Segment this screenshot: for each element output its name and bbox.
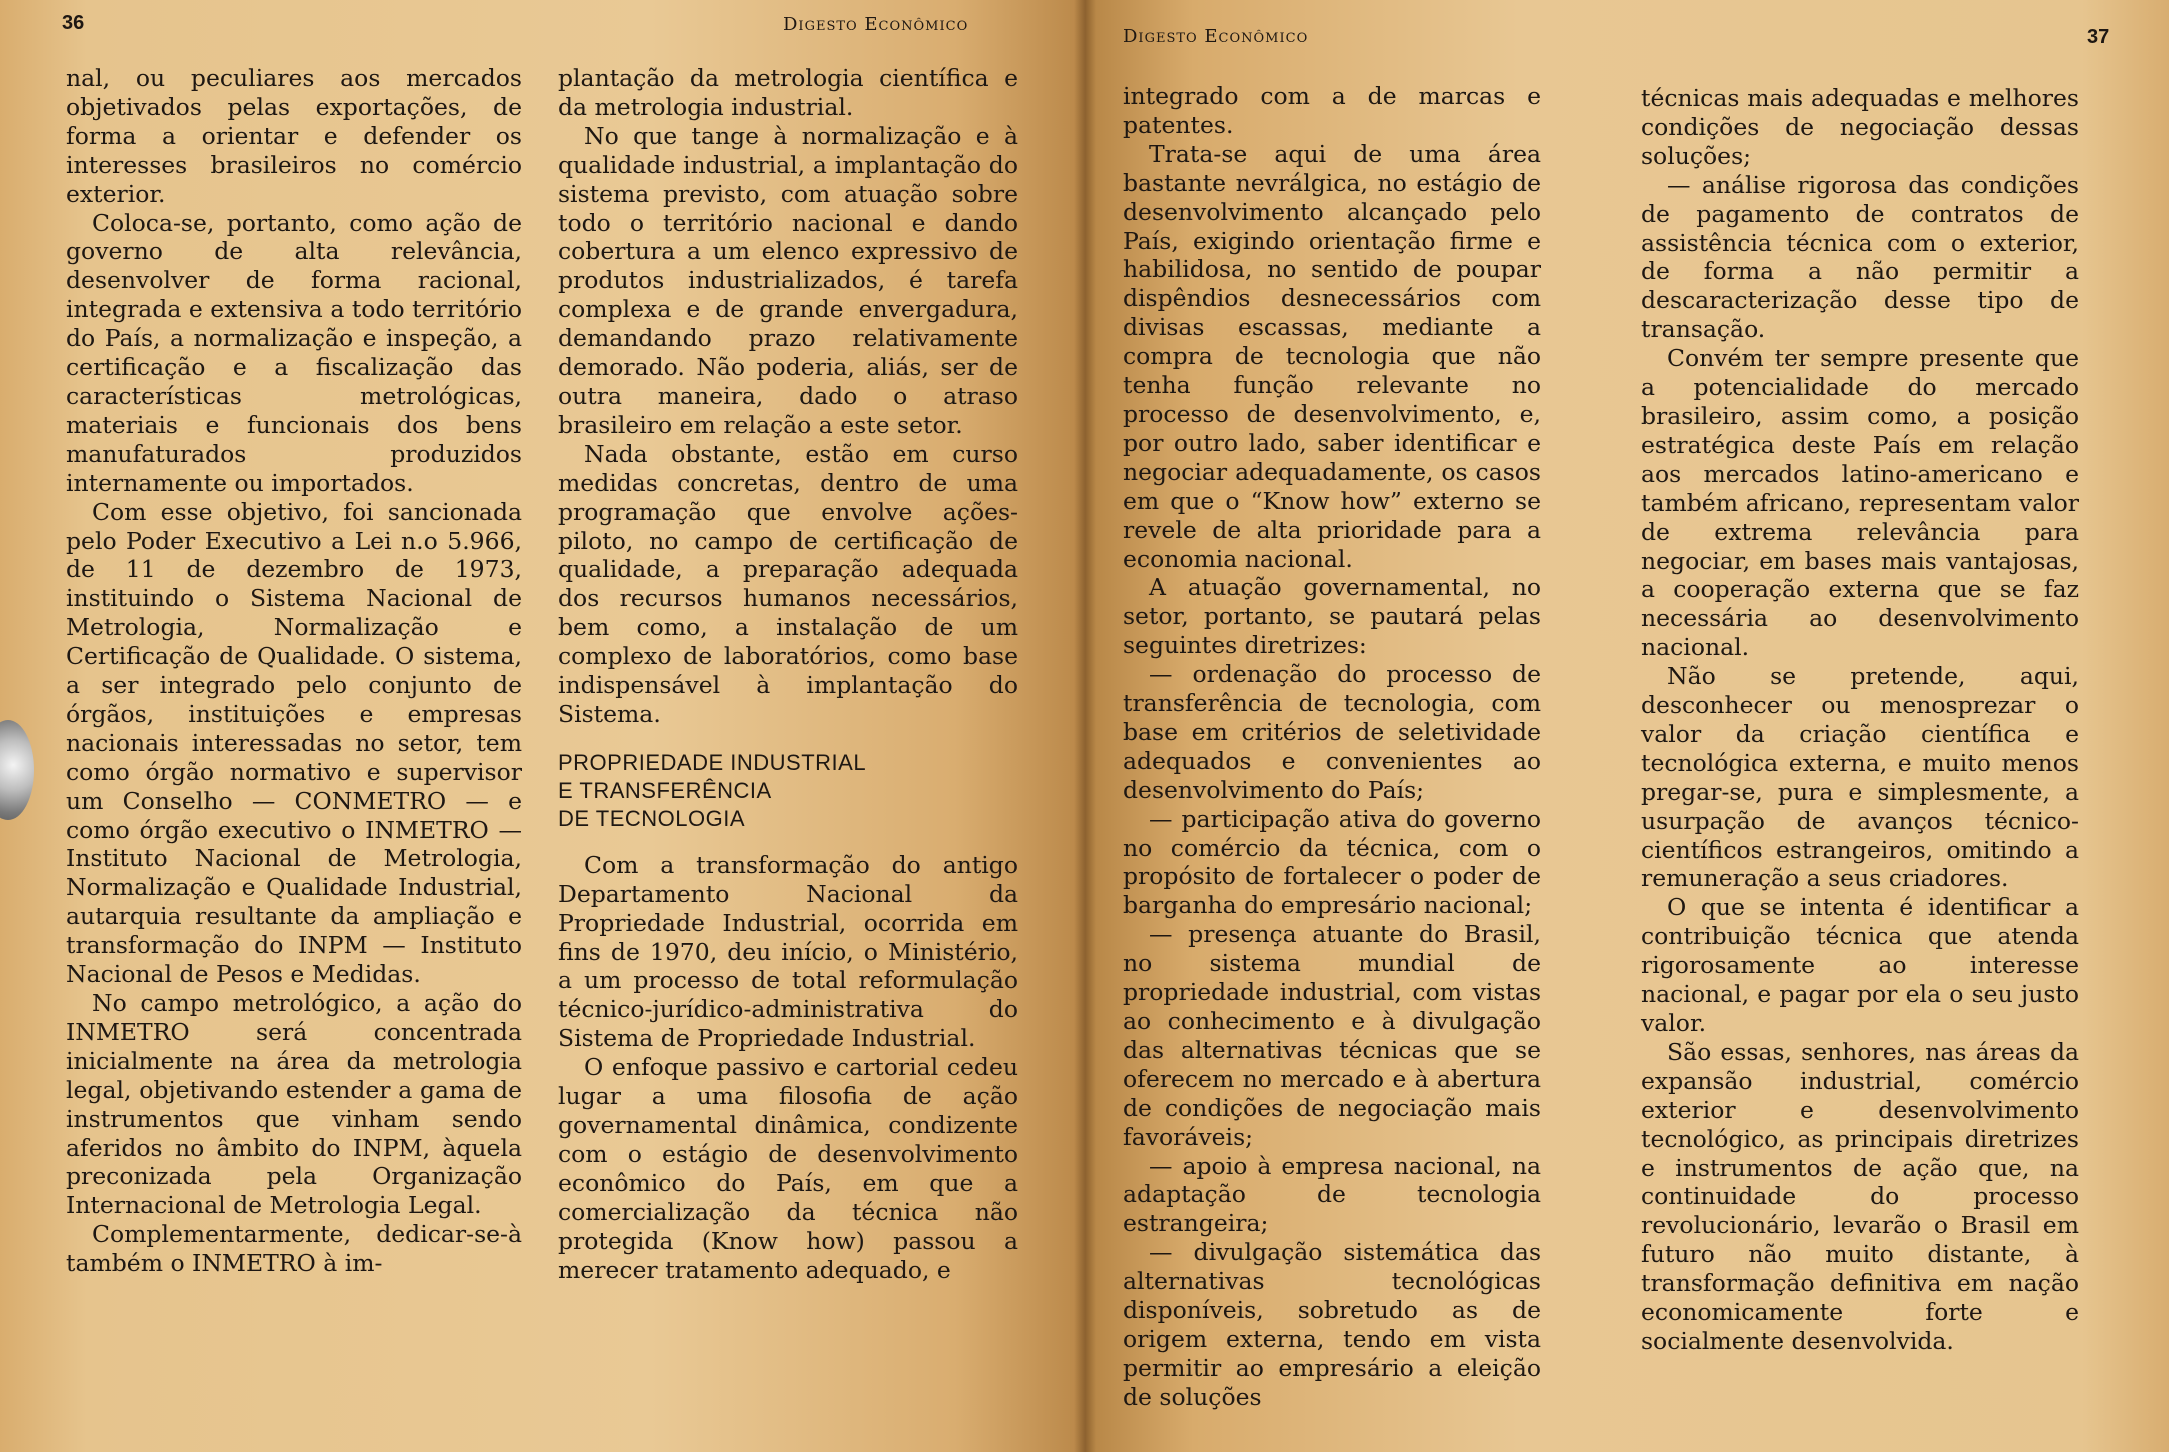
right-column-2: [1641, 84, 2079, 1356]
paragraph: Nada obstante, estão em curso medidas concretas, dentro de uma programação que envolve ações-piloto, no campo de certificação de qualidade, a preparação adequada dos recursos humanos necessários, bem como, a instalação de um complexo de laboratórios, como base indispensável à implantação do Sistema.: [558, 439, 1018, 728]
paragraph: No campo metrológico, a ação do INMETRO será concentrada inicialmente na área da metrologia legal, objetivando estender a gama de instrumentos que vinham sendo aferidos no âmbito do INPM, àquela preconizada pela Organização Internacional de Metrologia Legal.: [66, 989, 522, 1220]
paragraph: integrado com a de marcas e patentes.: [1123, 82, 1541, 139]
running-head-right: Digesto Econômico: [1123, 26, 1309, 47]
section-heading-line: DE TECNOLOGIA: [558, 805, 746, 831]
left-column-2-bottom: [558, 851, 1018, 1285]
section-heading-line: PROPRIEDADE INDUSTRIAL: [558, 749, 867, 775]
paragraph: — divulgação sistemática das alternativas tecnológicas disponíveis, sobretudo as de origem externa, tendo em vista permitir ao empresário a eleição de soluções: [1123, 1238, 1541, 1411]
right-page: [1085, 0, 2169, 1452]
paragraph: — ordenação do processo de transferência de tecnologia, com base em critérios de seletividade adequados e convenientes ao desenvolvimento do País;: [1123, 660, 1541, 804]
section-heading: [558, 749, 1018, 833]
running-head-left: Digesto Econômico: [783, 14, 969, 35]
paragraph: A atuação governamental, no setor, portanto, se pautará pelas seguintes diretrizes:: [1123, 573, 1541, 660]
paragraph: Convém ter sempre presente que a potencialidade do mercado brasileiro, assim como, a posição estratégica deste País em relação aos mercados latino-americano e também africano, representam valor de extrema relevância para negociar, em bases mais vantajosas, a cooperação externa que se faz necessária ao desenvolvimento nacional.: [1641, 344, 2079, 662]
right-column-1: [1123, 82, 1541, 1412]
paragraph: nal, ou peculiares aos mercados objetivados pelas exportações, de forma a orientar e defender os interesses brasileiros no comércio exterior.: [66, 64, 522, 208]
paragraph: No que tange à normalização e à qualidade industrial, a implantação do sistema previsto, com atuação sobre todo o território nacional e dando cobertura a um elenco expressivo de produtos industrializados, é tarefa complexa e de grande envergadura, demandando prazo relativamente demorado. Não poderia, aliás, ser de outra maneira, dado o atraso brasileiro em relação a este setor.: [558, 121, 1018, 439]
paragraph: — participação ativa do governo no comércio da técnica, com o propósito de fortalecer o poder de barganha do empresário nacional;: [1123, 804, 1541, 920]
paragraph: O que se intenta é identificar a contribuição técnica que atenda rigorosamente ao interesse nacional, e pagar por ela o seu justo valor.: [1641, 893, 2079, 1037]
left-column-1: [66, 64, 522, 1278]
paragraph: — apoio à empresa nacional, na adaptação de tecnologia estrangeira;: [1123, 1151, 1541, 1238]
paragraph: O enfoque passivo e cartorial cedeu lugar a uma filosofia de ação governamental dinâmica, condizente com o estágio de desenvolvimento econômico do País, em que a comercialização da técnica não protegida (Know how) passou a merecer tratamento adequado, e: [558, 1053, 1018, 1284]
book-gutter: [1074, 0, 1096, 1452]
paragraph: técnicas mais adequadas e melhores condições de negociação dessas soluções;: [1641, 84, 2079, 170]
page-number-right: 37: [2087, 26, 2110, 48]
paragraph: plantação da metrologia científica e da metrologia industrial.: [558, 64, 1018, 121]
paragraph: Trata-se aqui de uma área bastante nevrálgica, no estágio de desenvolvimento alcançado pelo País, exigindo orientação firme e habilidosa, no sentido de poupar dispêndios desnecessários com divisas escassas, mediante a compra de tecnologia que não tenha função relevante no processo de desenvolvimento, e, por outro lado, saber identificar e negociar adequadamente, os casos em que o “Know how” externo se revele de alta prioridade para a economia nacional.: [1123, 139, 1541, 573]
left-column-2-top: [558, 64, 1018, 729]
paragraph: — presença atuante do Brasil, no sistema mundial de propriedade industrial, com vistas ao conhecimento e à divulgação das alternativas técnicas que se oferecem no mercado e à abertura de condições de negociação mais favoráveis;: [1123, 920, 1541, 1151]
paragraph: Com a transformação do antigo Departamento Nacional da Propriedade Industrial, ocorrida em fins de 1970, deu início, o Ministério, a um processo de total reformulação técnico-jurídico-administrativa do Sistema de Propriedade Industrial.: [558, 850, 1018, 1053]
paragraph: Não se pretende, aqui, desconhecer ou menosprezar o valor da criação científica e tecnológica externa, e muito menos pregar-se, pura e simplesmente, a usurpação de avanços técnico-científicos estrangeiros, omitindo a remuneração a seus criadores.: [1641, 662, 2079, 893]
section-heading-line: E TRANSFERÊNCIA: [558, 777, 772, 803]
binder-clip: [0, 720, 34, 820]
paragraph: Com esse objetivo, foi sancionada pelo Poder Executivo a Lei n.o 5.966, de 11 de dezembro de 1973, instituindo o Sistema Nacional de Metrologia, Normalização e Certificação de Qualidade. O sistema, a ser integrado pelo conjunto de órgãos, instituições e empresas nacionais interessadas no setor, tem como órgão normativo e supervisor um Conselho — CONMETRO — e como órgão executivo o INMETRO — Instituto Nacional de Metrologia, Normalização e Qualidade Industrial, autarquia resultante da ampliação e transformação do INPM — Instituto Nacional de Pesos e Medidas.: [66, 497, 522, 989]
paragraph: Complementarmente, dedicar-se-à também o INMETRO à im-: [66, 1220, 522, 1278]
paragraph: Coloca-se, portanto, como ação de governo de alta relevância, desenvolver de forma racional, integrada e extensiva a todo território do País, a normalização e inspeção, a certificação e a fiscalização das características metrológicas, materiais e funcionais dos bens manufaturados produzidos internamente ou importados.: [66, 208, 522, 497]
left-column-2: [558, 64, 1018, 1284]
page-number-left: 36: [62, 12, 85, 34]
paragraph: — análise rigorosa das condições de pagamento de contratos de assistência técnica com o exterior, de forma a não permitir a descaracterização desse tipo de transação.: [1641, 170, 2079, 344]
paragraph: São essas, senhores, nas áreas da expansão industrial, comércio exterior e desenvolvimento tecnológico, as principais diretrizes e instrumentos de ação que, na continuidade do processo revolucionário, levarão o Brasil em futuro não muito distante, à transformação definitiva em nação economicamente forte e socialmente desenvolvida.: [1641, 1037, 2079, 1355]
